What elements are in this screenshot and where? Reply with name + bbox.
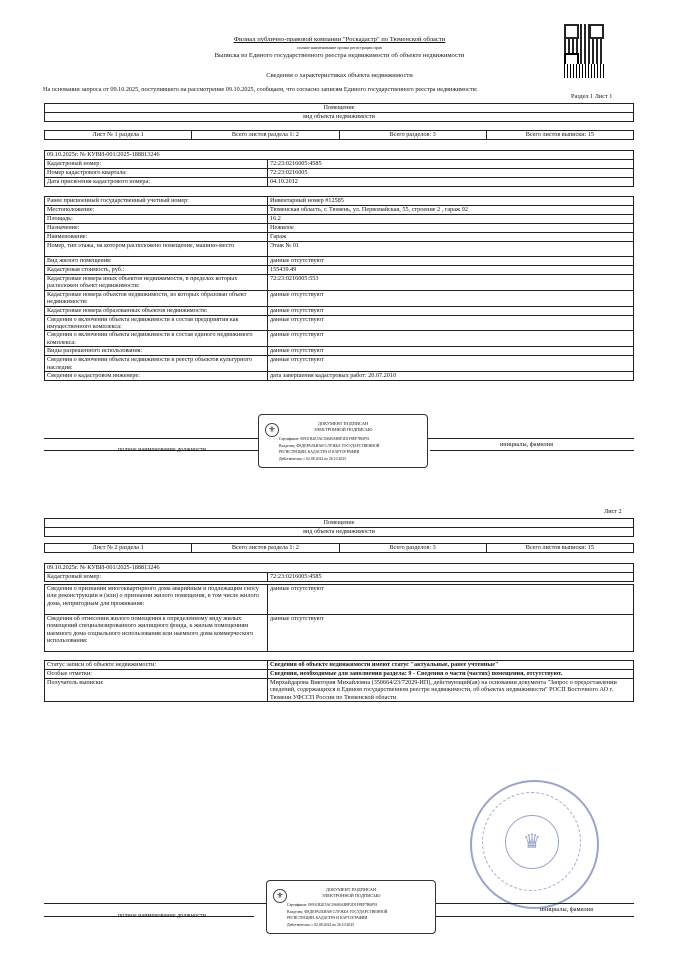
sections-total: Всего разделов: 3: [339, 131, 486, 140]
table-row: [45, 356, 634, 372]
qr-code-bottom-icon: [564, 64, 604, 78]
footer-name-label: инициалы, фамилия: [540, 906, 593, 913]
row-value: 72:23:0216005:553: [268, 275, 634, 291]
sheet1-meta-table: [44, 130, 634, 140]
cadastral-number-label: Кадастровый номер:: [45, 573, 268, 582]
table-row: [45, 275, 634, 291]
table-row: [45, 242, 634, 257]
sheet2-meta-table: [44, 543, 634, 553]
row-label: Местоположение:: [45, 206, 268, 215]
row-label: Сведения о кадастровом инженере:: [45, 372, 268, 381]
sheets-total: Всего листов выписки: 15: [486, 131, 633, 140]
seal-emblem-icon: ♛: [505, 815, 559, 869]
sheet2-label: Лист 2: [604, 508, 622, 515]
sections-total: Всего разделов: 3: [339, 544, 486, 553]
table-row: [45, 290, 634, 306]
table-row: [45, 197, 634, 206]
org-note: полное наименование органа регистрации прав: [297, 45, 382, 50]
signature-stamp: ⚜ ДОКУМЕНТ ПОДПИСАН ЭЛЕКТРОННОЙ ПОДПИСЬЮ Сертификат: 00931B2E5AC0A6BAB8F2D1F8EF7B6F93 Владелец: ФЕДЕРАЛЬНАЯ СЛУЖБА ГОСУДАРСТВЕННОЙ РЕГИСТРАЦИИ, КАДАСТРА И КАРТОГРАФИИ Действителен: с 02.08.2024 по 26.10.2025: [266, 880, 436, 934]
sheet1-details-table: [44, 196, 634, 381]
row-label: Назначение:: [45, 224, 268, 233]
emblem-icon: ⚜: [265, 423, 279, 437]
sheet2-details-table: [44, 584, 634, 652]
row-label: Сведения о включении объекта недвижимости в состав единого недвижимого комплекса:: [45, 331, 268, 347]
signature-stamp: ⚜ ДОКУМЕНТ ПОДПИСАН ЭЛЕКТРОННОЙ ПОДПИСЬЮ Сертификат: 00931B2E5AC0A6BAB8F2D1F8EF7B6F93 Владелец: ФЕДЕРАЛЬНАЯ СЛУЖБА ГОСУДАРСТВЕННОЙ РЕГИСТРАЦИИ, КАДАСТРА И КАРТОГРАФИИ Действителен: с 02.08.2024 по 26.10.2025: [258, 414, 428, 468]
row-label: Площадь:: [45, 215, 268, 224]
row-value: данные отсутствуют: [268, 315, 634, 331]
row-label: Наименование:: [45, 233, 268, 242]
row-label: Сведения о включении объекта недвижимости в состав предприятия как имущественного комплекса:: [45, 315, 268, 331]
object-type-note: вид объекта недвижимости: [45, 113, 634, 122]
table-row: [45, 372, 634, 381]
table-row: [45, 206, 634, 215]
row-value: 16.2: [268, 215, 634, 224]
footer-name-label: инициалы, фамилия: [500, 441, 553, 448]
row-label: Кадастровая стоимость, руб.:: [45, 266, 268, 275]
object-type: Помещение: [45, 519, 634, 528]
emblem-icon: ⚜: [273, 889, 287, 903]
document-number: 09.10.2025г. № КУВИ-001/2025-188813246: [45, 564, 634, 573]
cadastral-number-value: 72:23:0216005:4585: [268, 573, 634, 582]
row-value: данные отсутствуют: [268, 290, 634, 306]
table-row: Статус записи об объекте недвижимости: Сведения об объекте недвижимости имеют статус "актуальные, ранее учтенные": [45, 661, 634, 670]
document-number: 09.10.2025г. № КУВИ-001/2025-188813246: [45, 151, 634, 160]
footer-position-label: полное наименование должности: [118, 446, 206, 453]
row-value: Инвентарный номер #12585: [268, 197, 634, 206]
table-row: Кадастровый номер: 72:23:0216005:4585: [45, 160, 634, 169]
row-value: данные отсутствуют: [268, 331, 634, 347]
document-title: Выписка из Единого государственного реестра недвижимости об объекте недвижимости: [214, 52, 465, 59]
row-value: Тюменская область, г. Тюмень, ул. Первомайская, 55, строение 2 , гараж 92: [268, 206, 634, 215]
sheet-number: Лист № 1 раздела 1: [45, 131, 192, 140]
row-label: Виды разрешенного использования:: [45, 347, 268, 356]
org-name: Филиал публично-правовой компании "Роскадастр" по Тюменской области: [233, 36, 446, 43]
row-value: Гараж: [268, 233, 634, 242]
table-row: Сведения об отнесении жилого помещения к определенному виду жилых помещений специализированного жилищного фонда, к жилым помещениям наемного дома социального использования или наемного дома коммерческого использования: данные отсутствуют: [45, 615, 634, 652]
table-row: Сведения о признании многоквартирного дома аварийным и подлежащим сносу или реконструкции и (или) о признании жилого помещения, в том числе жилого дома, непригодным для проживания: данные отсутствуют: [45, 585, 634, 615]
row-label: Кадастровые номера образованных объектов недвижимости:: [45, 306, 268, 315]
row-label: Кадастровые номера объектов недвижимости, из которых образован объект недвижимости:: [45, 290, 268, 306]
row-value: Нежилое: [268, 224, 634, 233]
table-row: [45, 224, 634, 233]
sheet1-type-table: [44, 103, 634, 122]
table-row: [45, 215, 634, 224]
footer-position-label: полное наименование должности: [118, 912, 206, 919]
sheet-number: Лист № 2 раздела 1: [45, 544, 192, 553]
row-value: Этаж № 01: [268, 242, 634, 257]
table-row: Получатель выписки: Мирхайдарова Виктория Михайловна (350664/23/72029-ИП), действующий(ая) на основании документа "Запрос о предоставлении сведений, содержащихся в Едином государственном реестре недвижимости, об объектах недвижимости" РОСП Восточного АО г. Тюмени УФССП России по Тюменской области: [45, 679, 634, 702]
row-label: Кадастровые номера иных объектов недвижимости, в пределах которых расположен объект недвижимости:: [45, 275, 268, 291]
sheets-total: Всего листов выписки: 15: [486, 544, 633, 553]
row-value: данные отсутствуют: [268, 257, 634, 266]
row-label: Сведения о включении объекта недвижимости в реестр объектов культурного наследия:: [45, 356, 268, 372]
row-value: данные отсутствуют: [268, 356, 634, 372]
table-row: [45, 257, 634, 266]
sheets-in-section: Всего листов раздела 1: 2: [192, 544, 339, 553]
table-row: [45, 266, 634, 275]
sheet2-status-table: [44, 660, 634, 702]
document-subtitle: Сведения о характеристиках объекта недвижимости: [266, 72, 413, 79]
row-value: данные отсутствуют: [268, 347, 634, 356]
request-text: На основании запроса от 09.10.2025, поступившего на рассмотрение 09.10.2025, сообщаем, что согласно записям Единого государственного реестра недвижимости:: [43, 86, 478, 93]
sheets-in-section: Всего листов раздела 1: 2: [192, 131, 339, 140]
table-row: [45, 306, 634, 315]
row-label: Номер, тип этажа, на котором расположено помещение, машино-место: [45, 242, 268, 257]
table-row: [45, 347, 634, 356]
row-label: Вид жилого помещения:: [45, 257, 268, 266]
sheet2-type-table: [44, 518, 634, 537]
table-row: [45, 331, 634, 347]
table-row: [45, 233, 634, 242]
sheet1-main-table: [44, 150, 634, 187]
object-type: Помещение: [45, 104, 634, 113]
row-value: 155439.49: [268, 266, 634, 275]
table-row: Номер кадастрового квартала: 72:23:0216005: [45, 169, 634, 178]
object-type-note: вид объекта недвижимости: [45, 528, 634, 537]
row-label: Ранее присвоенный государственный учетный номер:: [45, 197, 268, 206]
sheet2-main-table: [44, 563, 634, 582]
table-row: [45, 315, 634, 331]
table-row: Дата присвоения кадастрового номера: 04.10.2012: [45, 178, 634, 187]
table-row: Особые отметки: Сведения, необходимые для заполнения раздела: 9 - Сведения о части (частях) помещения, отсутствуют.: [45, 670, 634, 679]
row-value: дата завершения кадастровых работ: 20.07.2010: [268, 372, 634, 381]
section-label: Раздел 1 Лист 1: [571, 93, 613, 100]
row-value: данные отсутствуют: [268, 306, 634, 315]
